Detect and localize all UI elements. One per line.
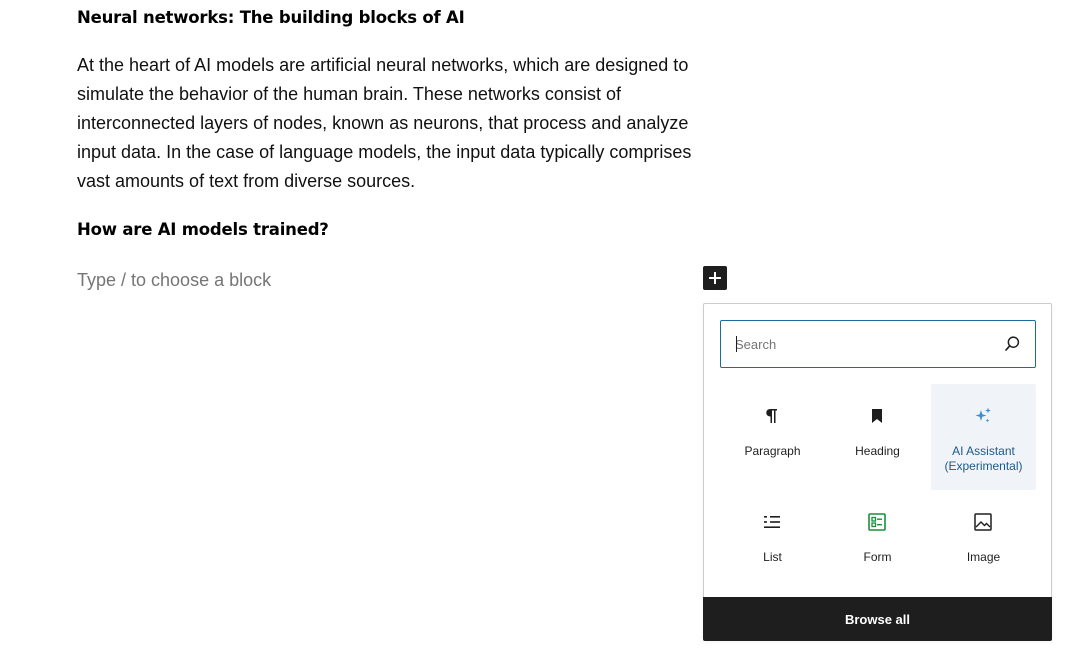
block-label: Image (966, 550, 1001, 564)
heading-block-training[interactable]: How are AI models trained? (77, 220, 329, 239)
block-inserter-toggle-button[interactable] (703, 266, 727, 290)
form-icon (865, 510, 889, 534)
sparkles-icon (971, 404, 995, 428)
search-icon[interactable] (1001, 333, 1023, 355)
block-inserter-popover (703, 303, 1052, 640)
block-item-image[interactable] (931, 490, 1036, 596)
heading-block-neural-networks[interactable]: Neural networks: The building blocks of AI (77, 8, 465, 27)
paragraph-block[interactable]: At the heart of AI models are artificial neural networks, which are designed to simulate the behavior of the human brain. These networks consist of interconnected layers of nodes, known as neurons, that process and analyze input data. In the case of language models, the input data typically comprises vast amounts of text from diverse sources. (77, 55, 692, 191)
text-caret (736, 336, 737, 352)
block-item-form[interactable] (825, 490, 930, 596)
block-item-heading[interactable] (825, 384, 930, 490)
block-label: List (763, 550, 782, 564)
block-label: Paragraph (744, 444, 801, 458)
block-item-paragraph[interactable] (720, 384, 825, 490)
block-label: AI Assistant (Experimental) (944, 444, 1023, 473)
empty-block-placeholder[interactable]: Type / to choose a block (77, 270, 272, 290)
search-input[interactable] (735, 333, 975, 355)
block-item-ai-assistant[interactable] (931, 384, 1036, 490)
paragraph-icon (760, 404, 784, 428)
block-item-list[interactable] (720, 490, 825, 596)
image-icon (971, 510, 995, 534)
search-box (720, 320, 1036, 368)
block-label: Form (863, 550, 892, 564)
block-label: Heading (855, 444, 900, 458)
plus-icon (708, 271, 722, 285)
browse-all-button[interactable]: Browse all (703, 597, 1052, 641)
bookmark-icon (865, 404, 889, 428)
list-icon (760, 510, 784, 534)
